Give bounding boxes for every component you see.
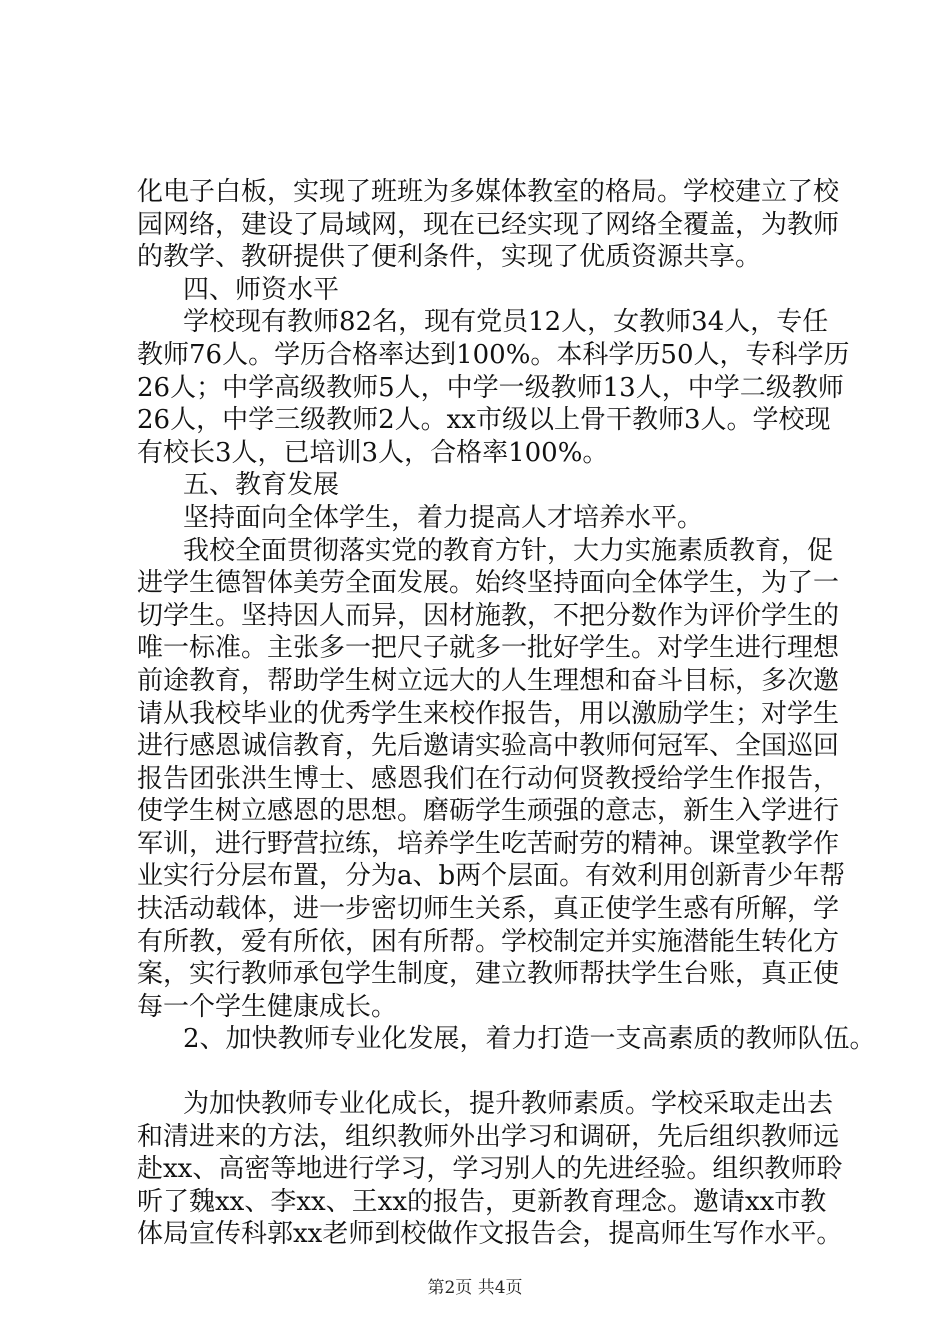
document-body <box>137 176 876 1251</box>
subheading: 坚持面向全体学生，着力提高人才培养水平。 <box>183 502 704 533</box>
paragraph-line: 的教学、教研提供了便利条件，实现了优质资源共享。 <box>137 242 762 273</box>
paragraph-line: 化电子白板，实现了班班为多媒体教室的格局。学校建立了校 <box>137 177 840 207</box>
paragraph-line: 26人，中学三级教师2人。xx市级以上骨干教师3人。学校现 <box>137 405 831 436</box>
paragraph-line: 和清进来的方法，组织教师外出学习和调研，先后组织教师远 <box>137 1121 840 1152</box>
paragraph-line: 26人；中学高级教师5人，中学一级教师13人，中学二级教师 <box>137 372 844 403</box>
paragraph-line: 扶活动载体，进一步密切师生关系，真正使学生惑有所解，学 <box>137 894 840 925</box>
paragraph-line: 学校现有教师82名，现有党员12人，女教师34人，专任 <box>183 307 829 338</box>
paragraph-line: 前途教育，帮助学生树立远大的人生理想和奋斗目标，多次邀 <box>137 665 840 696</box>
section-heading-4: 四、师资水平 <box>183 274 340 305</box>
paragraph-line: 唯一标准。主张多一把尺子就多一批好学生。对学生进行理想 <box>137 633 840 664</box>
paragraph-line: 教师76人。学历合格率达到100%。本科学历50人，专科学历 <box>137 339 850 370</box>
paragraph-line: 体局宣传科郭xx老师到校做作文报告会，提高师生写作水平。 <box>137 1219 843 1250</box>
paragraph-line: 有校长3人，已培训3人，合格率100%。 <box>137 437 609 468</box>
paragraph-line: 为加快教师专业化成长，提升教师素质。学校采取走出去 <box>183 1089 834 1120</box>
paragraph-line: 切学生。坚持因人而异，因材施教，不把分数作为评价学生的 <box>137 600 840 631</box>
paragraph-line: 业实行分层布置，分为a、b两个层面。有效利用创新青少年帮 <box>137 861 846 892</box>
paragraph-line: 军训，进行野营拉练，培养学生吃苦耐劳的精神。课堂教学作 <box>137 828 840 859</box>
paragraph-line: 进学生德智体美劳全面发展。始终坚持面向全体学生，为了一 <box>137 568 840 599</box>
paragraph-line: 报告团张洪生博士、感恩我们在行动何贤教授给学生作报告， <box>137 763 840 794</box>
paragraph-line: 请从我校毕业的优秀学生来校作报告，用以激励学生；对学生 <box>137 698 840 729</box>
paragraph-line: 听了魏xx、李xx、王xx的报告，更新教育理念。邀请xx市教 <box>137 1186 827 1217</box>
paragraph-line: 案，实行教师承包学生制度，建立教师帮扶学生台账，真正使 <box>137 959 840 990</box>
paragraph-line: 赴xx、高密等地进行学习，学习别人的先进经验。组织教师聆 <box>137 1154 843 1185</box>
paragraph-line: 有所教，爱有所依，困有所帮。学校制定并实施潜能生转化方 <box>137 926 840 957</box>
page-footer: 第2页 共4页 <box>427 1278 523 1298</box>
paragraph-line: 进行感恩诚信教育，先后邀请实验高中教师何冠军、全国巡回 <box>137 731 840 762</box>
paragraph-line: 使学生树立感恩的思想。磨砺学生顽强的意志，新生入学进行 <box>137 796 840 827</box>
section-heading-5: 五、教育发展 <box>183 470 340 501</box>
blank-line <box>137 1056 837 1088</box>
paragraph-line: 园网络，建设了局域网，现在已经实现了网络全覆盖，为教师 <box>137 209 840 240</box>
paragraph-line: 我校全面贯彻落实党的教育方针，大力实施素质教育，促 <box>183 535 834 566</box>
paragraph-line: 每一个学生健康成长。 <box>137 991 398 1022</box>
subheading: 2、加快教师专业化发展，着力打造一支高素质的教师队伍。 <box>183 1024 876 1055</box>
